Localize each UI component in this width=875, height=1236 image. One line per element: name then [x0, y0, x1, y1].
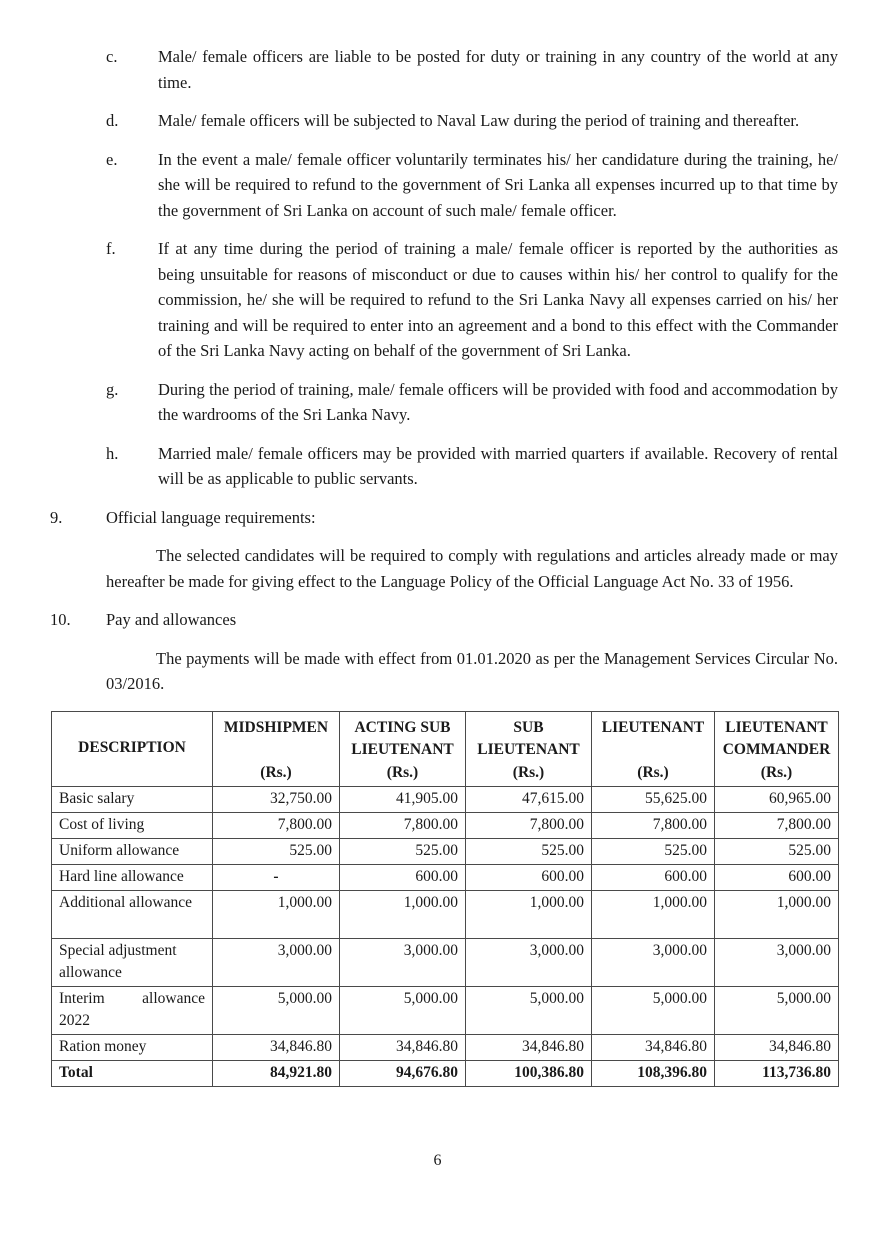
section-heading-9: [50, 505, 838, 531]
row-value: 3,000.00: [340, 938, 466, 986]
section-heading-10: [50, 607, 838, 633]
row-value: 34,846.80: [340, 1034, 466, 1060]
row-value: 5,000.00: [592, 986, 715, 1034]
table-row: [52, 890, 839, 938]
header-line-1: DESCRIPTION: [78, 739, 186, 756]
paragraph-item-c: [50, 44, 838, 95]
row-value: 1,000.00: [715, 890, 839, 938]
paragraph-item-f: [50, 236, 838, 364]
row-value: 5,000.00: [715, 986, 839, 1034]
row-value: 525.00: [340, 838, 466, 864]
row-label: Additional allowance: [52, 890, 213, 938]
row-value: 41,905.00: [340, 786, 466, 812]
row-value: 7,800.00: [340, 812, 466, 838]
row-value: 3,000.00: [592, 938, 715, 986]
section-10-paragraph: The payments will be made with effect from 01.01.2020 as per the Management Services Circular No. 03/2016.: [106, 648, 838, 693]
header-unit: (Rs.): [386, 763, 419, 781]
paragraph-marker: c.: [106, 47, 118, 66]
paragraph-marker: f.: [106, 239, 116, 258]
header-line-1: SUB: [513, 718, 544, 736]
header-line-2: LIEUTENANT: [351, 740, 454, 758]
table-row: [52, 1034, 839, 1060]
row-value: 7,800.00: [213, 812, 340, 838]
paragraph-text: If at any time during the period of training a male/ female officer is reported by the authorities as being unsuitable for reasons of misconduct or due to causes within his/ her control to qualify for the commission, he/ she will be required to refund to the Sri Lanka Navy all expenses carried on his/ her training and will be required to enter into an agreement and a bond to this effect with the Commander of the Sri Lanka Navy acting on behalf of the government of Sri Lanka.: [158, 239, 838, 360]
table-row: [52, 838, 839, 864]
row-value: 7,800.00: [466, 812, 592, 838]
header-line-1: LIEUTENANT: [601, 718, 705, 736]
page-number: 6: [433, 1152, 442, 1169]
paragraph-text: Male/ female officers are liable to be posted for duty or training in any country of the world at any time.: [158, 47, 838, 92]
paragraph-item-e: [50, 147, 838, 224]
paragraph-marker: h.: [106, 443, 119, 463]
paragraph-item-g: [50, 377, 838, 428]
header-line-2: LIEUTENANT: [477, 740, 580, 758]
row-value: 525.00: [213, 838, 340, 864]
row-value: 1,000.00: [592, 890, 715, 938]
paragraph-item-h: [50, 441, 838, 492]
row-value: 55,625.00: [592, 786, 715, 812]
row-value: 32,750.00: [213, 786, 340, 812]
total-value: 84,921.80: [213, 1060, 340, 1086]
row-value: 7,800.00: [715, 812, 839, 838]
header-line-2: COMMANDER: [722, 740, 831, 758]
row-value: 7,800.00: [592, 812, 715, 838]
row-value: 60,965.00: [715, 786, 839, 812]
row-value: 525.00: [715, 838, 839, 864]
column-header-lieutenant: [592, 711, 715, 786]
total-value: 113,736.80: [715, 1060, 839, 1086]
row-value: 34,846.80: [715, 1034, 839, 1060]
paragraph-text: Married male/ female officers may be provided with married quarters if available. Recovery of rental will be as applicable to public servants.: [158, 443, 838, 488]
table-row: [52, 986, 839, 1034]
total-value: 94,676.80: [340, 1060, 466, 1086]
total-value: 100,386.80: [466, 1060, 592, 1086]
row-value: 1,000.00: [466, 890, 592, 938]
row-value: 34,846.80: [466, 1034, 592, 1060]
table-row: [52, 786, 839, 812]
total-label: Total: [52, 1060, 213, 1086]
section-number: 10.: [50, 610, 71, 629]
row-value: 525.00: [466, 838, 592, 864]
row-value: 5,000.00: [466, 986, 592, 1034]
row-value: 34,846.80: [592, 1034, 715, 1060]
row-value: 47,615.00: [466, 786, 592, 812]
header-unit: (Rs.): [260, 763, 292, 781]
row-value: 600.00: [466, 864, 592, 890]
row-value: 600.00: [715, 864, 839, 890]
section-number: 9.: [50, 507, 63, 527]
row-value: 5,000.00: [340, 986, 466, 1034]
row-label: Basic salary: [52, 786, 213, 812]
column-header-midshipmen: [213, 711, 340, 786]
row-label: Cost of living: [52, 812, 213, 838]
row-value: 1,000.00: [213, 890, 340, 938]
row-value: 1,000.00: [340, 890, 466, 938]
paragraph-text: During the period of training, male/ female officers will be provided with food and accommodation by the wardrooms of the Sri Lanka Navy.: [158, 379, 838, 424]
row-value: 525.00: [592, 838, 715, 864]
table-row: [52, 812, 839, 838]
row-value: 3,000.00: [466, 938, 592, 986]
pay-allowances-table: [51, 711, 839, 1087]
row-value: 5,000.00: [213, 986, 340, 1034]
section-title: Pay and allowances: [106, 610, 237, 629]
row-label: Hard line allowance: [52, 864, 213, 890]
table-row: [52, 864, 839, 890]
paragraph-marker: g.: [106, 379, 119, 399]
row-value: 600.00: [592, 864, 715, 890]
row-value: 3,000.00: [715, 938, 839, 986]
row-value: 600.00: [340, 864, 466, 890]
row-label: Special adjustment allowance: [52, 938, 213, 986]
row-value: 34,846.80: [213, 1034, 340, 1060]
paragraph-text: Male/ female officers will be subjected to Naval Law during the period of training and thereafter.: [158, 111, 800, 130]
section-title: Official language requirements:: [106, 507, 316, 527]
paragraph-marker: e.: [106, 149, 118, 169]
total-value: 108,396.80: [592, 1060, 715, 1086]
table-header-row: [52, 711, 839, 786]
table-total-row: [52, 1060, 839, 1086]
header-line-1: LIEUTENANT: [725, 718, 828, 736]
row-value: -: [213, 864, 340, 890]
section-9-paragraph: The selected candidates will be required to comply with regulations and articles already made or may hereafter be made for giving effect to the Language Policy of the Official Language Act No. 33 of 1956.: [106, 546, 838, 591]
header-unit: (Rs.): [512, 763, 545, 781]
column-header-description: [52, 711, 213, 786]
header-line-1: MIDSHIPMEN: [223, 718, 329, 736]
row-label: Interim allowance 2022: [52, 986, 213, 1034]
header-unit: (Rs.): [637, 763, 669, 781]
header-line-1: ACTING SUB: [354, 718, 451, 736]
column-header-sub-lieutenant: [466, 711, 592, 786]
row-value: 3,000.00: [213, 938, 340, 986]
paragraph-marker: d.: [106, 111, 119, 130]
row-label: Uniform allowance: [52, 838, 213, 864]
paragraph-item-d: [50, 108, 838, 134]
paragraph-text: In the event a male/ female officer voluntarily terminates his/ her candidature during the training, he/ she will be required to refund to the government of Sri Lanka all expenses incurred up to that time by the government of Sri Lanka on account of such male/ female officer.: [158, 149, 838, 220]
row-label: Ration money: [52, 1034, 213, 1060]
table-row: [52, 938, 839, 986]
column-header-lieutenant-commander: [715, 711, 839, 786]
column-header-acting-sub-lieutenant: [340, 711, 466, 786]
header-unit: (Rs.): [760, 763, 793, 781]
